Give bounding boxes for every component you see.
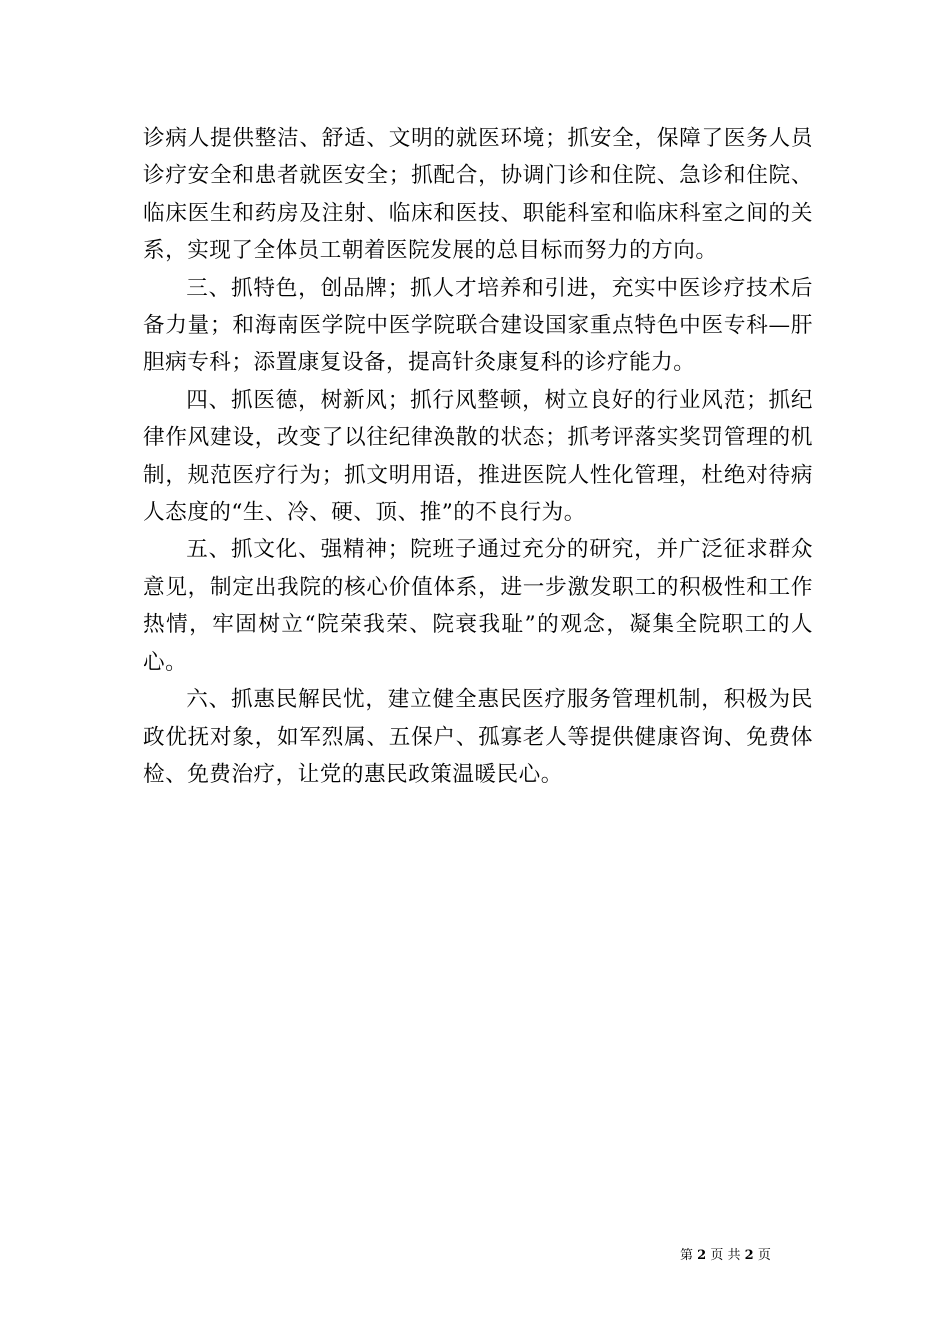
footer-middle: 页 共 <box>710 1248 741 1263</box>
page-footer <box>680 1247 820 1265</box>
footer-prefix: 第 <box>680 1248 694 1263</box>
paragraph-3: 四、抓医德，树新风；抓行风整顿，树立良好的行业风范；抓纪律作风建设，改变了以往纪律涣散的状态；抓考评落实奖罚管理的机制，规范医疗行为；抓文明用语，推进医院人性化管理，杜绝对待病人态度的“生、冷、硬、顶、推”的不良行为。 <box>143 387 813 526</box>
document-body <box>143 120 813 793</box>
paragraph-2: 三、抓特色，创品牌；抓人才培养和引进，充实中医诊疗技术后备力量；和海南医学院中医学院联合建设国家重点特色中医专科—肝胆病专科；添置康复设备，提高针灸康复科的诊疗能力。 <box>143 275 813 376</box>
footer-suffix: 页 <box>757 1248 771 1263</box>
paragraph-4: 五、抓文化、强精神；院班子通过充分的研究，并广泛征求群众意见，制定出我院的核心价值体系，进一步激发职工的积极性和工作热情，牢固树立“院荣我荣、院衰我耻”的观念，凝集全院职工的人心。 <box>143 537 813 675</box>
footer-current-page: 2 <box>697 1248 707 1263</box>
paragraph-5: 六、抓惠民解民忧，建立健全惠民医疗服务管理机制，积极为民政优抚对象，如军烈属、五保户、孤寡老人等提供健康咨询、免费体检、免费治疗，让党的惠民政策温暖民心。 <box>143 687 813 787</box>
footer-total-pages: 2 <box>744 1248 754 1263</box>
paragraph-1: 诊病人提供整洁、舒适、文明的就医环境；抓安全，保障了医务人员诊疗安全和患者就医安全；抓配合，协调门诊和住院、急诊和住院、临床医生和药房及注射、临床和医技、职能科室和临床科室之间的关系，实现了全体员工朝着医院发展的总目标而努力的方向。 <box>143 126 813 264</box>
